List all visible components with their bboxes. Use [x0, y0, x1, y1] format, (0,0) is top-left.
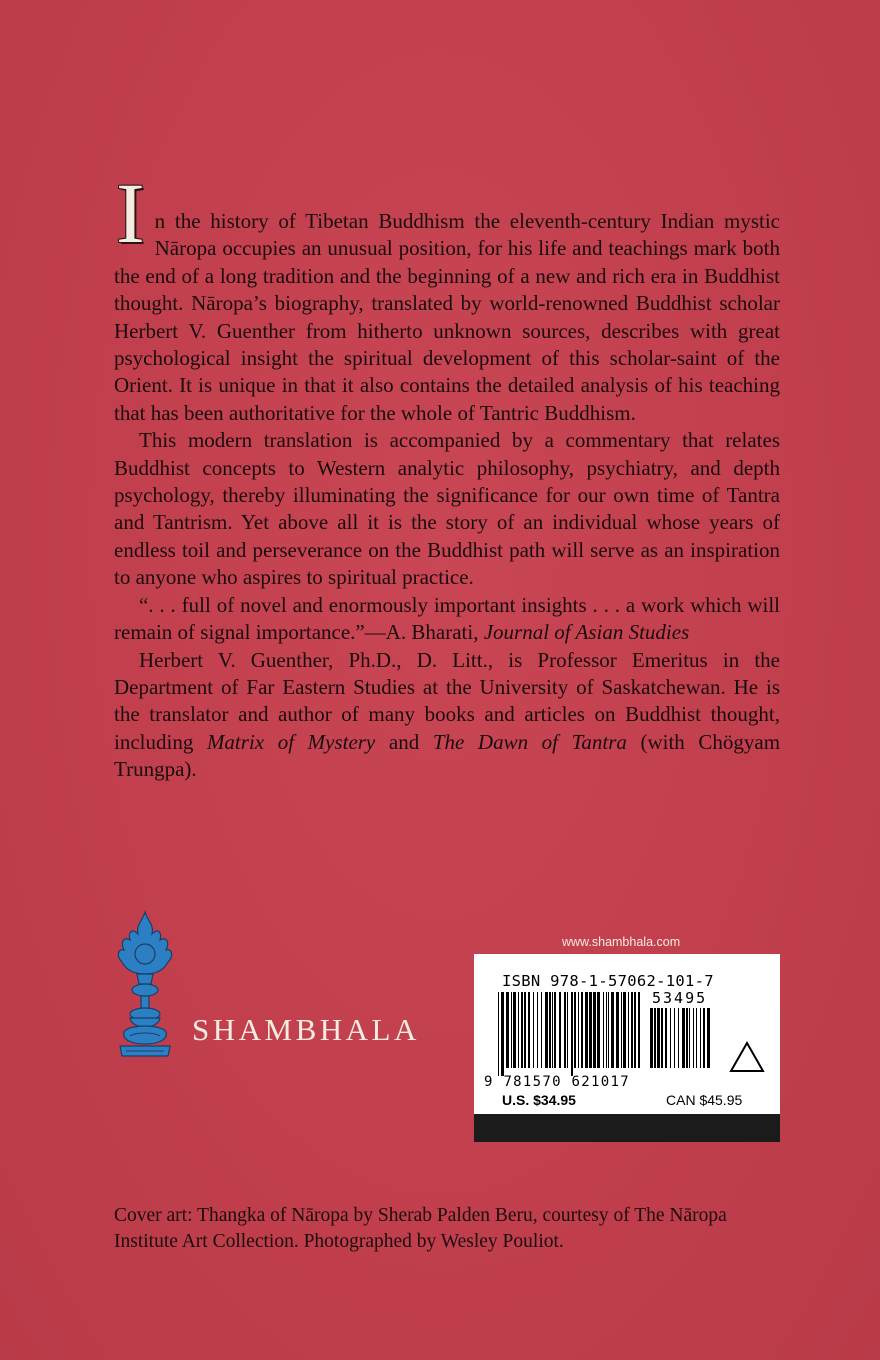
barcode-bar — [559, 992, 561, 1068]
barcode-bar — [574, 992, 576, 1068]
barcode-bar — [638, 992, 640, 1068]
barcode-bar — [654, 1008, 656, 1068]
barcode-bar — [597, 992, 600, 1068]
barcode-bar — [585, 992, 588, 1068]
bio-book-title-1: Matrix of Mystery — [206, 729, 376, 754]
publisher-website: www.shambhala.com — [562, 935, 681, 949]
barcode-bar — [528, 992, 530, 1068]
addon-barcode — [650, 1008, 714, 1076]
cover-art-credit: Cover art: Thangka of Nāropa by Sherab Palden Beru, courtesy of The Nāropa Institute Art Collection. Photographed by Wesley Pouliot. — [114, 1205, 727, 1252]
barcode-bar — [571, 992, 573, 1076]
drop-cap: I — [116, 165, 145, 261]
translation-paragraph: This modern translation is accompanied by a commentary that relates Buddhist concepts to Western analytic philosophy, psychiatry, and depth psychology, thereby illuminating the significance for our own time of Tantra and Tantrism. Yet above all it is the story of an individual whose years of endless toil and perseverance on the Buddhist path will serve as an inspiration to anyone who aspires to spiritual practice. — [114, 428, 780, 590]
barcode-bar — [581, 992, 583, 1068]
barcode-bar — [682, 1008, 685, 1068]
barcode-bar — [513, 992, 516, 1068]
barcode-bar — [521, 992, 523, 1068]
barcode-bar — [545, 992, 548, 1068]
barcode-bar — [670, 1008, 671, 1068]
price-code: 53495 — [652, 989, 708, 1007]
barcode-bar — [603, 992, 604, 1068]
barcode-bar — [606, 992, 607, 1068]
barcode-bar — [578, 992, 579, 1068]
barcode-bar — [524, 992, 526, 1068]
flaming-vajra-emblem-icon — [110, 910, 180, 1060]
barcode-bar — [628, 992, 629, 1068]
quote-text: “. . . full of novel and enormously important insights . . . a work which will remain of signal importance.”—A. Bharati, — [114, 592, 780, 645]
isbn-barcode-block — [474, 954, 780, 1142]
barcode-bar — [549, 992, 551, 1068]
author-bio — [114, 647, 780, 784]
isbn-label: ISBN 978-1-57062-101-7 — [502, 972, 714, 990]
barcode-bar — [686, 1008, 688, 1068]
barcode-bar — [650, 1008, 653, 1068]
barcode-bar — [623, 992, 626, 1068]
intro-text: n the history of Tibetan Buddhism the eleventh-century Indian mystic Nāropa occupies an unusual position, for his life and teachings mark both the end of a long tradition and the beginning of a new and rich era in Buddhist thought. Nāropa’s biography, translated by world-renowned Buddhist scholar Herbert V. Guenther from hitherto unknown sources, describes with great psychological insight the spiritual development of this scholar-saint of the Orient. It is unique in that it also contains the detailed analysis of his teaching that has been authoritative for the whole of Tantric Buddhism. — [114, 209, 780, 425]
barcode-bar — [621, 992, 622, 1068]
barcode-digits: 9 781570 621017 — [484, 1074, 630, 1090]
barcode-bar — [696, 1008, 697, 1068]
quote-source: Journal of Asian Studies — [483, 620, 690, 645]
barcode-bar — [537, 992, 538, 1068]
bio-text-end: (with Chögyam Trungpa). — [114, 729, 781, 782]
barcode-bar — [657, 1008, 660, 1068]
book-description — [114, 165, 781, 784]
price-can: CAN $45.95 — [666, 1092, 743, 1108]
barcode-bar — [611, 992, 614, 1068]
review-quote — [114, 592, 780, 647]
barcode-bar — [700, 1008, 701, 1068]
barcode-bar — [665, 1008, 667, 1068]
barcode-bar — [506, 992, 509, 1068]
barcode-bar — [511, 992, 512, 1068]
intro-paragraph — [114, 165, 780, 427]
bio-text: Herbert V. Guenther, Ph.D., D. Litt., is Professor Emeritus in the Department of Far Eastern Studies at the University of Saskatchewan. He is the translator and author of many books and articles on Buddhist thought, including — [114, 647, 780, 754]
barcode-bar — [498, 992, 499, 1076]
barcode-bar — [541, 992, 542, 1068]
triangle-icon — [728, 1040, 766, 1074]
barcode-bar — [567, 992, 568, 1068]
barcode-bar — [693, 1008, 694, 1068]
barcode-bar — [518, 992, 519, 1068]
barcode-bar — [501, 992, 504, 1076]
barcode-bar — [608, 992, 609, 1068]
barcode-bar — [661, 1008, 663, 1068]
barcode-bar — [564, 992, 566, 1068]
barcode-bar — [616, 992, 619, 1068]
barcode-bar — [707, 1008, 710, 1068]
barcode-bar — [703, 1008, 705, 1068]
barcode-bar — [554, 992, 556, 1068]
price-us: U.S. $34.95 — [502, 1092, 576, 1108]
barcode-bar — [634, 992, 636, 1068]
barcode-bar — [678, 1008, 679, 1068]
barcode-bar — [631, 992, 633, 1068]
publisher-name: SHAMBHALA — [192, 1012, 420, 1047]
barcode-bar — [674, 1008, 675, 1068]
barcode-bar — [689, 1008, 690, 1068]
bio-book-title-2: The Dawn of Tantra — [432, 729, 627, 754]
barcode-bar — [533, 992, 534, 1068]
barcode-bar — [593, 992, 596, 1068]
ean-barcode — [498, 992, 644, 1076]
barcode-bar — [589, 992, 592, 1068]
barcode-footer-band — [474, 1114, 780, 1142]
bio-and: and — [388, 729, 420, 754]
barcode-bar — [552, 992, 553, 1068]
